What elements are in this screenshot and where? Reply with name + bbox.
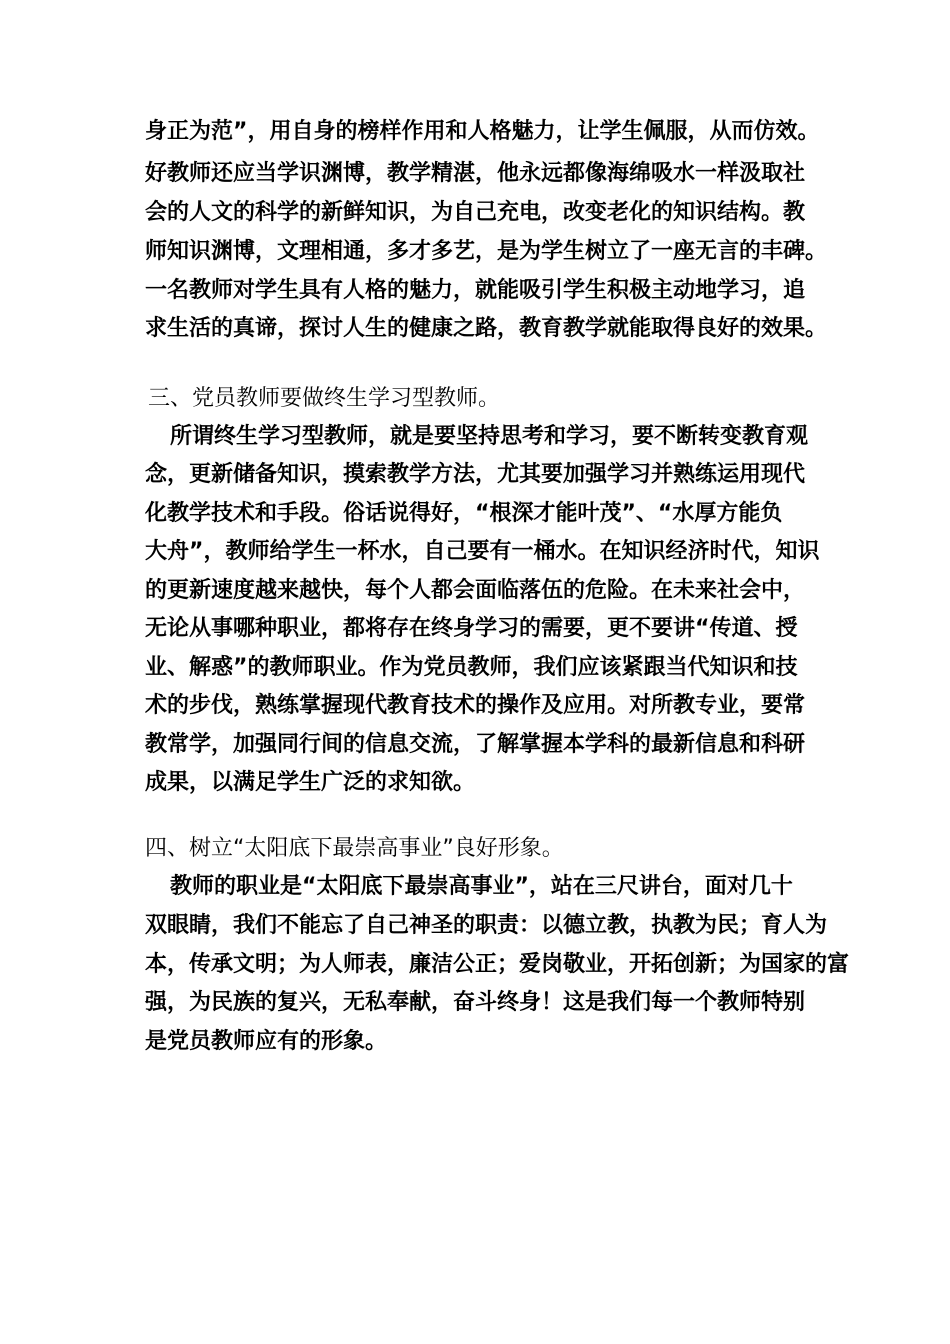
paragraph-line: 双眼睛，我们不能忘了自己神圣的职责：以德立教，执教为民；育人为 (145, 913, 828, 938)
paragraph-line: 一名教师对学生具有人格的魅力，就能吸引学生积极主动地学习，追 (145, 278, 806, 303)
paragraph-line: 念，更新储备知识，摸索教学方法，尤其要加强学习并熟练运用现代 (145, 462, 806, 487)
paragraph-line: 强，为民族的复兴，无私奉献，奋斗终身！这是我们每一个教师特别 (145, 990, 806, 1015)
paragraph-line: 成果，以满足学生广泛的求知欲。 (145, 770, 476, 795)
paragraph-line: 业、解惑”的教师职业。作为党员教师，我们应该紧跟当代知识和技 (145, 655, 798, 680)
paragraph-line: 是党员教师应有的形象。 (145, 1029, 388, 1054)
paragraph-line: 求生活的真谛，探讨人生的健康之路，教育教学就能取得良好的效果。 (145, 316, 828, 341)
paragraph-line: 化教学技术和手段。俗话说得好，“根深才能叶茂”、“水厚方能负 (145, 501, 783, 526)
section-heading-3: 三、党员教师要做终生学习型教师。 (148, 386, 501, 411)
paragraph-line: 会的人文的科学的新鲜知识，为自己充电，改变老化的知识结构。教 (145, 200, 806, 225)
paragraph-line: 大舟”，教师给学生一杯水，自己要有一桶水。在知识经济时代，知识 (145, 539, 820, 564)
paragraph-line: 身正为范”，用自身的榜样作用和人格魅力，让学生佩服，从而仿效。 (145, 119, 820, 144)
paragraph-line: 本，传承文明；为人师表，廉洁公正；爱岗敬业，开拓创新；为国家的富 (145, 952, 850, 977)
paragraph-line: 所谓终生学习型教师，就是要坚持思考和学习，要不断转变教育观 (170, 424, 809, 449)
paragraph-line: 师知识渊博，文理相通，多才多艺，是为学生树立了一座无言的丰碑。 (145, 239, 828, 264)
section-heading-4: 四、树立“太阳底下最崇高事业”良好形象。 (145, 836, 564, 861)
paragraph-line: 好教师还应当学识渊博，教学精湛，他永远都像海绵吸水一样汲取社 (145, 161, 806, 186)
paragraph-line: 教常学，加强同行间的信息交流，了解掌握本学科的最新信息和科研 (145, 732, 806, 757)
paragraph-line: 术的步伐，熟练掌握现代教育技术的操作及应用。对所教专业，要常 (145, 693, 806, 718)
paragraph-line: 教师的职业是“太阳底下最崇高事业”，站在三尺讲台，面对几十 (170, 874, 793, 899)
paragraph-line: 无论从事哪种职业，都将存在终身学习的需要，更不要讲“传道、授 (145, 616, 798, 641)
paragraph-line: 的更新速度越来越快，每个人都会面临落伍的危险。在未来社会中， (145, 578, 806, 603)
